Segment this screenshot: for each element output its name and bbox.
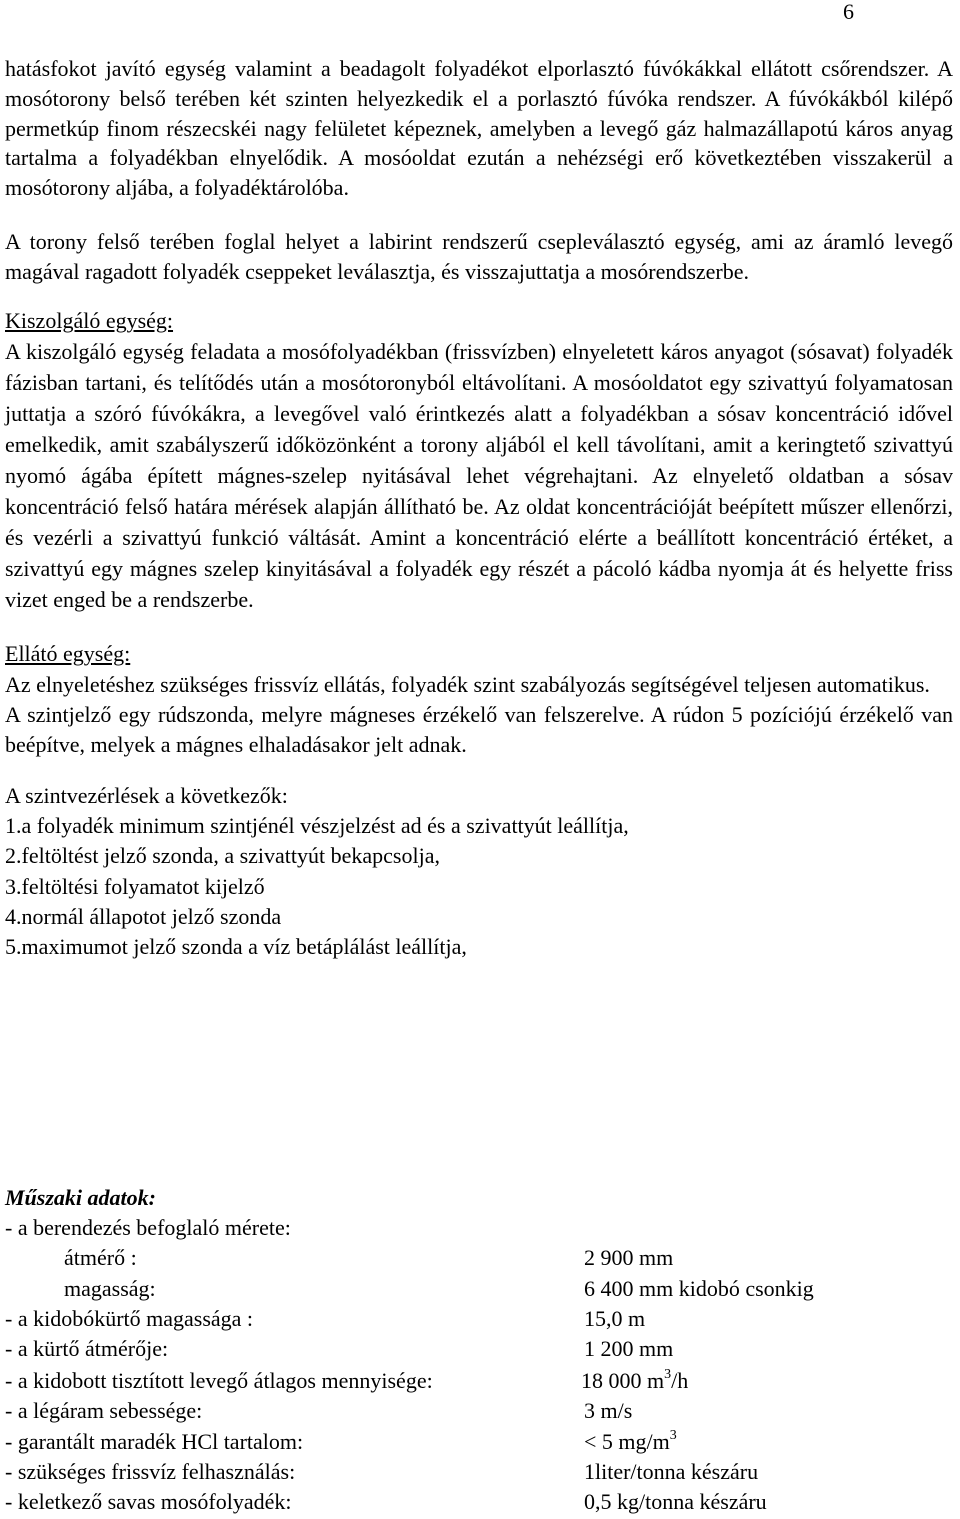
supply-section [5,639,953,760]
list-item: 4.normál állapotot jelző szonda [5,903,282,929]
spec-label: - a kidobott tisztított levegő átlagos mennyisége: [5,1368,433,1393]
spec-value [581,1366,688,1396]
spec-value-text: < 5 mg/m [584,1429,670,1454]
spec-value: 0,5 kg/tonna készáru [584,1489,767,1514]
spec-label: magasság: [64,1276,156,1301]
spec-label: - garantált maradék HCl tartalom: [5,1429,304,1454]
spec-label: - a légáram sebessége: [5,1398,203,1423]
supply-paragraph: Az elnyeletéshez szükséges frissvíz ellátás, folyadék szint szabályozás segítségével teljesen automatikus. [5,671,930,697]
spec-value: 15,0 m [584,1306,646,1331]
list-item: 2.feltöltést jelző szonda, a szivattyút bekapcsolja, [5,843,440,869]
spec-label: - a kidobókürtő magassága : [5,1306,254,1331]
spec-label: - szükséges frissvíz felhasználás: [5,1459,296,1484]
spec-value-exponent: 3 [664,1367,672,1382]
intro-paragraph: hatásfokot javító egység valamint a beadagolt folyadékot elporlasztó fúvókákkal ellátott csőrendszer. A mosótorony belső terében két szinten helyezkedik el a porlasztó fúvóka rendszer. A fúvókákból kilépő permetkúp finom részecskéi nagy felületet képeznek, amelyben a levegő gáz halmazállapotú káros anyag tartalma a folyadékban elnyelődik. A mosóoldat ezután a nehézségi erő következtében visszakerül a mosótorony aljába, a folyadéktárolóba. [5,56,953,201]
service-heading: Kiszolgáló egység: [5,308,174,334]
controls-section [5,781,953,963]
spec-value-text: 18 000 m [581,1368,665,1393]
spec-value-unit: /h [671,1368,689,1393]
spec-label: - keletkező savas mosófolyadék: [5,1489,292,1514]
document-body [5,54,953,962]
list-item: 5.maximumot jelző szonda a víz betáplálást leállítja, [5,934,467,960]
spec-value-exponent: 3 [669,1428,677,1443]
service-section [5,306,953,615]
tower-paragraph: A torony felső terében foglal helyet a labirint rendszerű csepleválasztó egység, ami az áramló levegő magával ragadott folyadék cseppeket leválasztja, és visszajuttatja a mosórendszerbe. [5,228,953,285]
list-item: 3.feltöltési folyamatot kijelző [5,873,265,899]
supply-heading: Ellátó egység: [5,641,131,667]
page-number: 6 [843,0,854,24]
spec-value: 2 900 mm [584,1245,674,1270]
list-item: 1.a folyadék minimum szintjénél vészjelzést ad és a szivattyút leállítja, [5,812,629,838]
spec-value: 1liter/tonna készáru [584,1459,759,1484]
level-sensor-paragraph: A szintjelző egy rúdszonda, melyre mágneses érzékelő van felszerelve. A rúdon 5 pozíciójú érzékelő van beépítve, melyek a mágnes elhaladásakor jelt adnak. [5,702,953,758]
spec-value: 3 m/s [584,1398,633,1423]
spec-label: - a kürtő átmérője: [5,1336,169,1361]
controls-heading: A szintvezérlések a következők: [5,782,288,808]
spec-value: 1 200 mm [584,1336,674,1361]
spec-value: 6 400 mm kidobó csonkig [584,1276,814,1301]
spec-label: - a berendezés befoglaló mérete: [5,1215,291,1240]
service-paragraph: A kiszolgáló egység feladata a mosófolyadékban (frissvízben) elnyeletett káros anyagot (sósavat) folyadék fázisban tartani, és telítődés után a mosótoronyból eltávolítani. A mosóoldatot egy szivattyú folyamatosan juttatja a szóró fúvókákra, a levegővel való érintkezés alatt a folyadékban a sósav koncentráció idővel emelkedik, amit szabályszerű időközönként a torony aljából el kell távolítani, amit a keringtető szivattyú nyomó ágába épített mágnes-szelep nyitásával lehet végrehajtani. Az elnyelető oldatban a sósav koncentráció felső határa mérések alapján állítható be. Az oldat koncentrációját beépített műszer ellenőrzi, és vezérli a szivattyú funkció váltását. Amint a koncentráció elérte a beállított koncentráció értéket, a szivattyú egy mágnes szelep kinyitásával a folyadék egy részét a pácoló kádba nyomja át és helyette friss vizet enged be a rendszerbe. [5,339,953,612]
spec-label: átmérő : [64,1245,137,1270]
spec-value [584,1427,677,1457]
specs-heading: Műszaki adatok: [5,1185,156,1210]
